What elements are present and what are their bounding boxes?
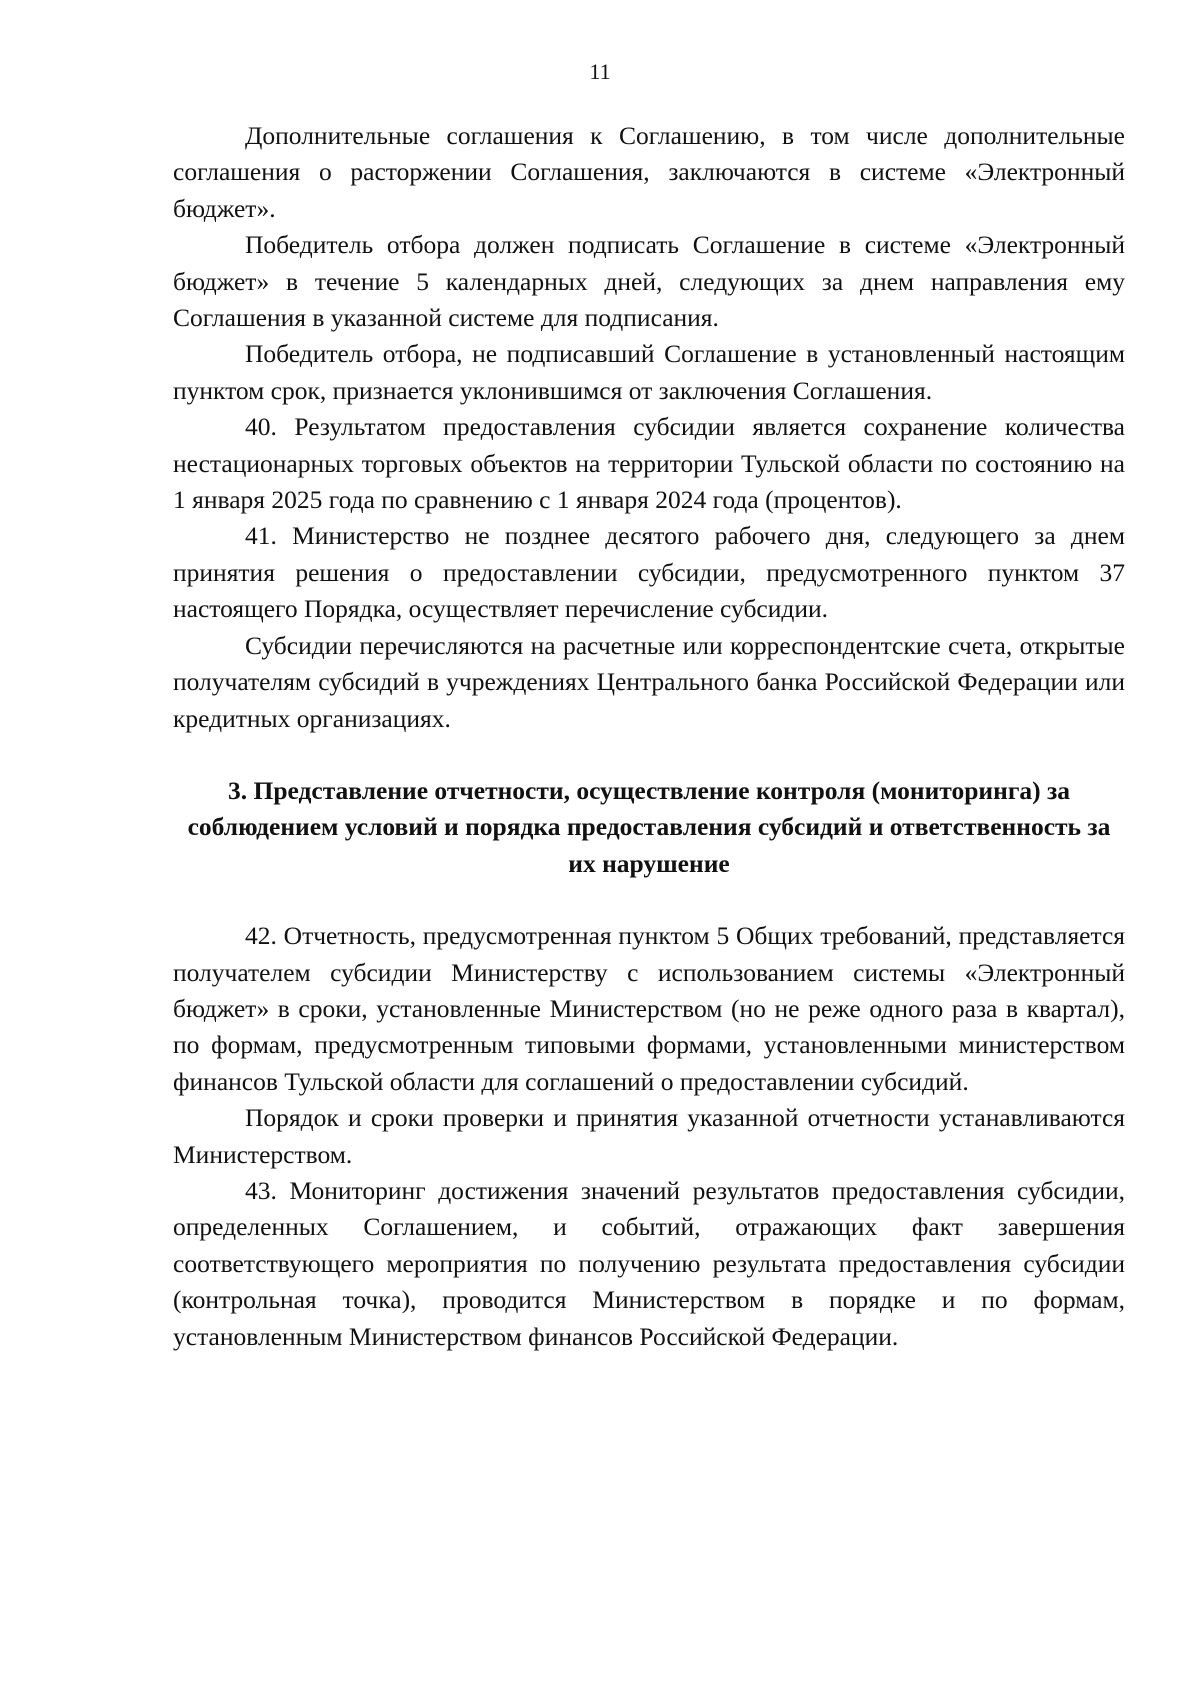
paragraph-item-41: 41. Министерство не позднее десятого рабочего дня, следующего за днем принятия решения о предоставлении субсидии, предусмотренного пунктом 37 настоящего Порядка, осуществляет перечисление субсидии. [173, 521, 1125, 624]
paragraph-item-40: 40. Результатом предоставления субсидии является сохранение количества нестационарных торговых объектов на территории Тульской области по состоянию на 1 января 2025 года по сравнению с 1 января 2024 года (процентов). [173, 412, 1125, 515]
page-number: 11 [589, 59, 611, 84]
document-body [173, 118, 1125, 1355]
paragraph-winner-sign: Победитель отбора должен подписать Соглашение в системе «Электронный бюджет» в течение 5 календарных дней, следующих за днем направления ему Соглашения в указанной системе для подписания. [173, 230, 1125, 333]
paragraph-item-43: 43. Мониторинг достижения значений результатов предоставления субсидии, определенных Соглашением, и событий, отражающих факт завершения соответствующего мероприятия по получению результата предоставления субсидии (контрольная точка), проводится Министерством в порядке и по формам, установленным Министерством финансов Российской Федерации. [173, 1175, 1125, 1351]
paragraph-subsidy-accounts: Субсидии перечисляются на расчетные или корреспондентские счета, открытые получателям субсидий в учреждениях Центрального банка Российской Федерации или кредитных организациях. [173, 630, 1125, 733]
paragraph-item-42: 42. Отчетность, предусмотренная пунктом 5 Общих требований, представляется получателем субсидии Министерству с использованием системы «Электронный бюджет» в сроки, установленные Министерством (но не реже одного раза в квартал), по формам, предусмотренным типовыми формами, установленными министерством финансов Тульской области для соглашений о предоставлении субсидий. [173, 921, 1125, 1096]
section-heading: 3. Представление отчетности, осуществление контроля (мониторинга) за соблюдением условий и порядка предоставления субсидий и ответственность за их нарушение [187, 775, 1111, 878]
paragraph-additional-agreements: Дополнительные соглашения к Соглашению, в том числе дополнительные соглашения о расторжении Соглашения, заключаются в системе «Электронный бюджет». [173, 121, 1125, 223]
paragraph-report-check: Порядок и сроки проверки и принятия указанной отчетности устанавливаются Министерством. [173, 1103, 1125, 1169]
paragraph-winner-evaded: Победитель отбора, не подписавший Соглашение в установленный настоящим пунктом срок, признается уклонившимся от заключения Соглашения. [173, 339, 1125, 405]
